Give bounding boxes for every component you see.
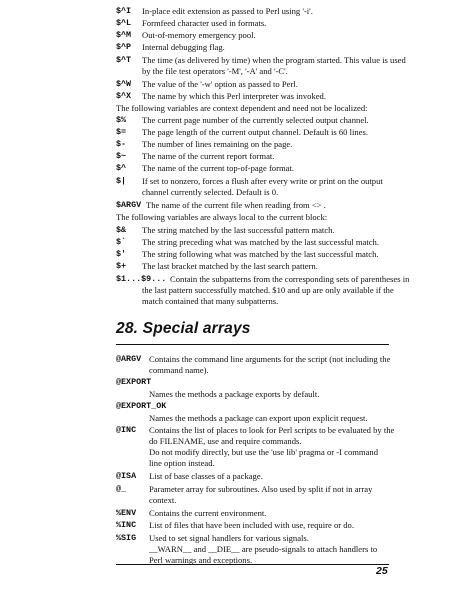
array-desc-cont: __WARN__ and __DIE__ are pseudo-signals to attach handlers to (149, 544, 378, 554)
var-desc: The number of lines remaining on the page. (142, 139, 293, 149)
var-key: $^X (116, 91, 132, 101)
array-desc: Contains the current environment. (149, 508, 267, 518)
array-desc-cont: Perl warnings and exceptions. (149, 555, 253, 565)
array-key: %INC (116, 520, 137, 530)
var-desc: In-place edit extension as passed to Perl using '-i'. (142, 6, 313, 16)
array-desc-cont: command name). (149, 365, 209, 375)
var-desc: Out-of-memory emergency pool. (142, 30, 256, 40)
array-desc-cont: Do not modify directly, but use the 'use lib' pragma or -I command (149, 447, 379, 457)
var-key: $` (116, 237, 127, 247)
array-desc: List of files that have been included with use, require or do. (149, 520, 354, 530)
array-desc-cont: context. (149, 495, 177, 505)
var-key: $| (116, 176, 127, 186)
array-key: @ISA (116, 471, 137, 481)
array-key: @_ (116, 484, 127, 494)
array-desc: Names the methods a package can export upon explicit request. (149, 413, 368, 423)
array-key: %ENV (116, 508, 137, 518)
var-key: $+ (116, 261, 127, 271)
var-key: $^W (116, 79, 132, 89)
var-desc-cont: channel currently selected. Default is 0. (142, 187, 279, 197)
var-key: $~ (116, 151, 127, 161)
var-desc: The string following what was matched by the last successful match. (142, 249, 379, 259)
var-key: $^L (116, 18, 132, 28)
section-rule (116, 344, 389, 345)
array-key: @INC (116, 425, 137, 435)
var-desc: The string matched by the last successful pattern match. (142, 225, 335, 235)
var-key: $- (116, 139, 127, 149)
var-desc: The value of the '-w' option as passed to Perl. (142, 79, 298, 89)
var-desc: The name by which this Perl interpreter was invoked. (142, 91, 326, 101)
context-intro: The following variables are context dependent and need not be localized: (116, 103, 368, 113)
array-key: @ARGV (116, 354, 142, 364)
var-desc: The last bracket matched by the last search pattern. (142, 261, 318, 271)
array-desc-cont: do FILENAME, use and require commands. (149, 436, 302, 446)
var-desc: Formfeed character used in formats. (142, 18, 267, 28)
argv-desc: The name of the current file when reading from <> . (146, 200, 326, 210)
var-key: $^T (116, 55, 132, 65)
array-desc-cont: line option instead. (149, 458, 215, 468)
capture-desc-cont: match contained that many subpatterns. (142, 296, 279, 306)
array-key: %SIG (116, 533, 137, 543)
array-desc: Names the methods a package exports by default. (149, 389, 320, 399)
capture-desc-cont: the last pattern successfully matched. $10 and up are only available if the (142, 285, 394, 295)
var-key: $^P (116, 42, 132, 52)
array-desc: Contains the list of places to look for Perl scripts to be evaluated by the (149, 425, 395, 435)
var-desc: The page length of the current output channel. Default is 60 lines. (142, 127, 368, 137)
array-desc: Used to set signal handlers for various signals. (149, 533, 309, 543)
section-title: 28. Special arrays (116, 320, 251, 337)
var-key: $% (116, 115, 127, 125)
var-desc: If set to nonzero, forces a flush after every write or print on the output (142, 176, 383, 186)
var-key: $= (116, 127, 127, 137)
var-key: $^ (116, 163, 127, 173)
var-key: $^M (116, 30, 132, 40)
var-key: $& (116, 225, 127, 235)
var-desc-cont: by the file test operators '-M', '-A' and '-C'. (142, 66, 288, 76)
page-number: 25 (376, 565, 388, 577)
var-key: $' (116, 249, 127, 259)
array-key: @EXPORT_OK (116, 401, 167, 411)
argv-key: $ARGV (116, 200, 142, 210)
local-intro: The following variables are always local to the current block: (116, 212, 328, 222)
array-desc: List of base classes of a package. (149, 471, 263, 481)
var-desc: Internal debugging flag. (142, 42, 225, 52)
array-desc: Contains the command line arguments for the script (not including the (149, 354, 391, 364)
footer-rule (116, 564, 389, 565)
array-key: @EXPORT (116, 377, 152, 387)
var-desc: The current page number of the currently selected output channel. (142, 115, 369, 125)
capture-key: $1...$9... (116, 274, 167, 284)
array-desc: Parameter array for subroutines. Also used by split if not in array (149, 484, 373, 494)
var-desc: The time (as delivered by time) when the program started. This value is used (142, 55, 406, 65)
var-desc: The name of the current top-of-page format. (142, 163, 294, 173)
var-desc: The name of the current report format. (142, 151, 275, 161)
capture-desc: Contain the subpatterns from the corresponding sets of parentheses in (170, 274, 410, 284)
var-key: $^I (116, 6, 132, 16)
var-desc: The string preceding what was matched by the last successful match. (142, 237, 379, 247)
